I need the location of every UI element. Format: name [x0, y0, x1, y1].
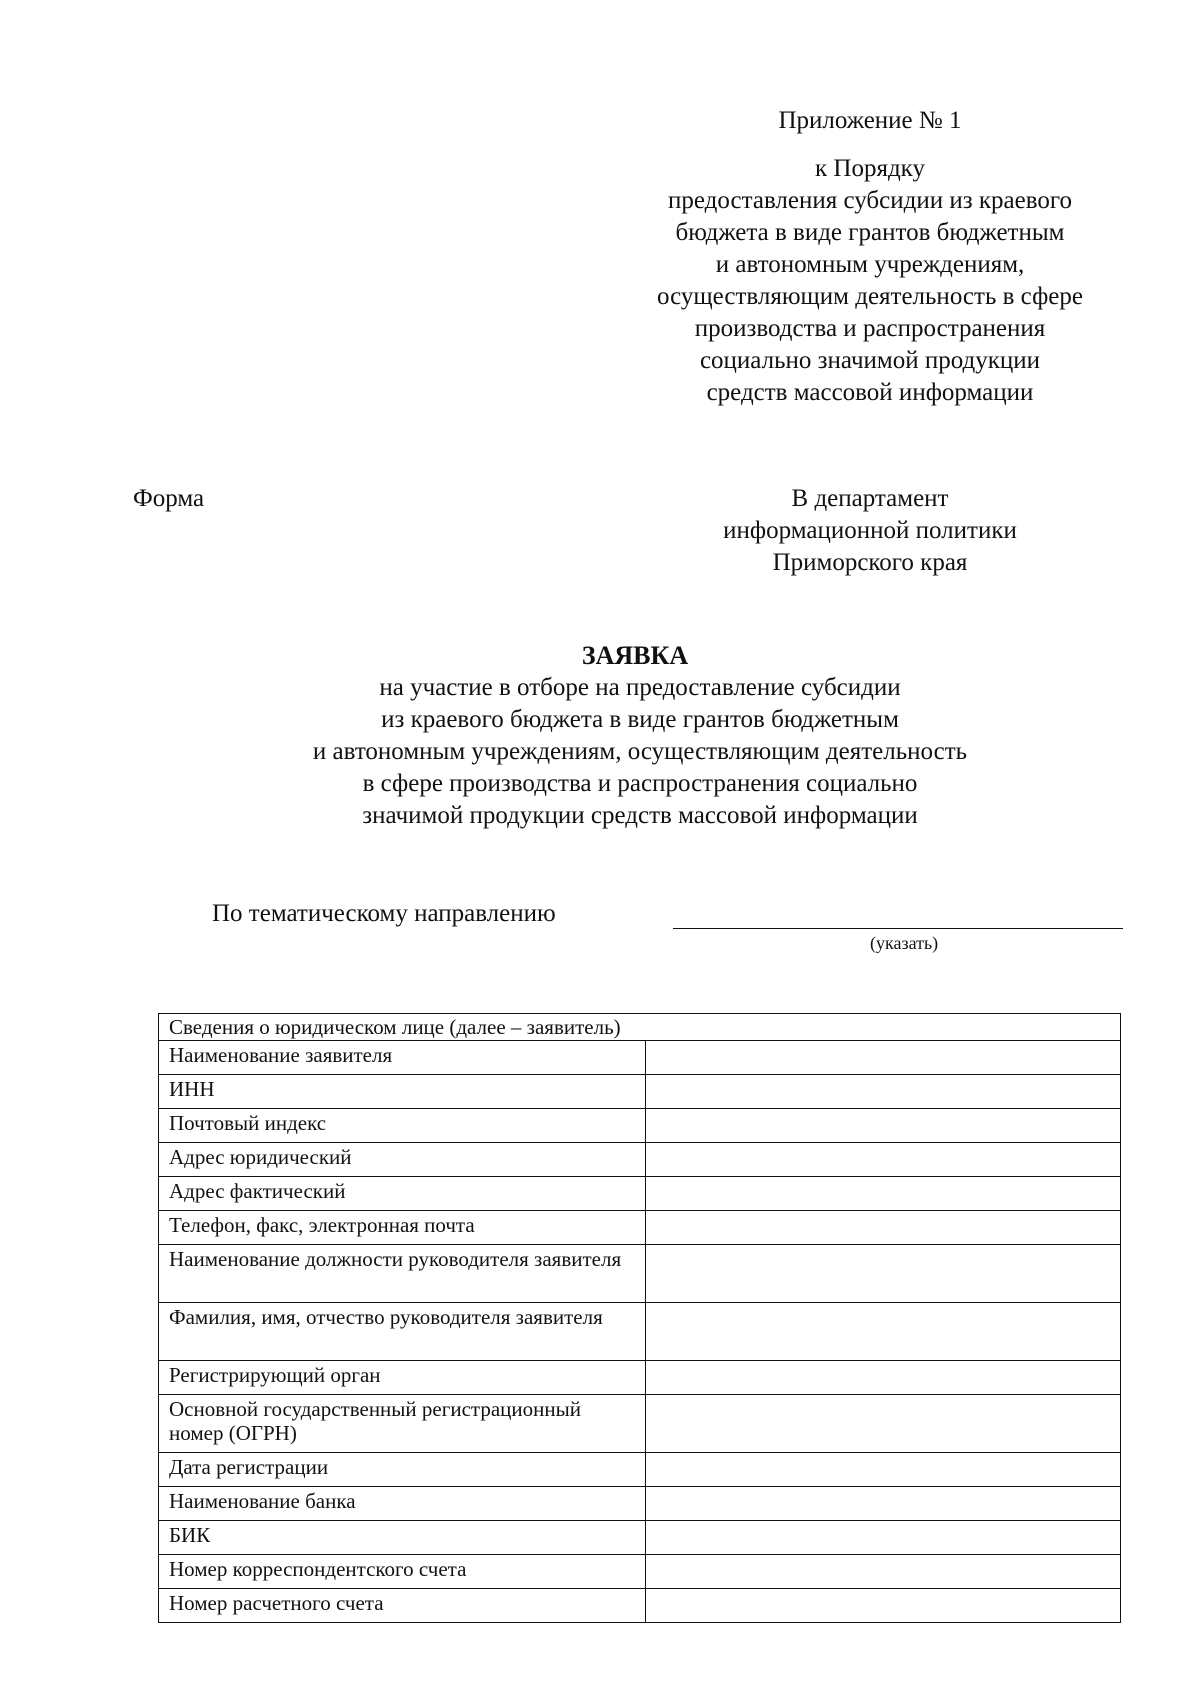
- row-value-cell[interactable]: [645, 1211, 1120, 1245]
- appendix-line: социально значимой продукции: [699, 347, 1041, 374]
- table-row: [159, 1075, 1121, 1109]
- row-label: Наименование заявителя: [159, 1041, 646, 1075]
- application-title: ЗАЯВКА: [581, 641, 689, 670]
- row-value-cell[interactable]: [645, 1041, 1120, 1075]
- table-row: [159, 1041, 1121, 1075]
- row-label: Наименование должности руководителя заявителя: [159, 1245, 646, 1303]
- applicant-info-table: [158, 1013, 1121, 1623]
- row-value-cell[interactable]: [645, 1361, 1120, 1395]
- row-label: Телефон, факс, электронная почта: [159, 1211, 646, 1245]
- table-row: [159, 1361, 1121, 1395]
- appendix-line: и автономным учреждениям,: [715, 251, 1025, 278]
- application-subtitle-line: в сфере производства и распространения социально: [362, 770, 918, 797]
- table-row: [159, 1395, 1121, 1453]
- recipient-line: Приморского края: [772, 549, 968, 576]
- appendix-title: Приложение № 1: [778, 107, 962, 134]
- row-label: Наименование банка: [159, 1487, 646, 1521]
- row-label: Номер расчетного счета: [159, 1589, 646, 1623]
- row-label: Номер корреспондентского счета: [159, 1555, 646, 1589]
- row-value-cell[interactable]: [645, 1143, 1120, 1177]
- table-row: [159, 1555, 1121, 1589]
- table-row: [159, 1109, 1121, 1143]
- table-row: [159, 1487, 1121, 1521]
- row-value-cell[interactable]: [645, 1245, 1120, 1303]
- recipient-block: [650, 483, 1090, 579]
- table-row: [159, 1177, 1121, 1211]
- row-value-cell[interactable]: [645, 1453, 1120, 1487]
- appendix-line: к Порядку: [815, 155, 925, 182]
- table-row: [159, 1303, 1121, 1361]
- appendix-line: производства и распространения: [694, 315, 1046, 342]
- application-subtitle: [150, 672, 1130, 832]
- row-value-cell[interactable]: [645, 1303, 1120, 1361]
- direction-hint: (указать): [870, 933, 939, 953]
- form-label: Форма: [133, 485, 205, 512]
- row-label: БИК: [159, 1521, 646, 1555]
- table-row: [159, 1143, 1121, 1177]
- table-row: [159, 1453, 1121, 1487]
- recipient-line: информационной политики: [723, 517, 1017, 544]
- table-header: Сведения о юридическом лице (далее – заявитель): [159, 1014, 1121, 1041]
- row-label: Адрес юридический: [159, 1143, 646, 1177]
- row-value-cell[interactable]: [645, 1395, 1120, 1453]
- appendix-line: осуществляющим деятельность в сфере: [657, 283, 1083, 310]
- row-value-cell[interactable]: [645, 1487, 1120, 1521]
- direction-fill-line[interactable]: [673, 928, 1123, 929]
- direction-label: По тематическому направлению: [212, 900, 556, 927]
- table-header-row: [159, 1014, 1121, 1041]
- row-value-cell[interactable]: [645, 1555, 1120, 1589]
- row-value-cell[interactable]: [645, 1075, 1120, 1109]
- appendix-line: предоставления субсидии из краевого: [668, 187, 1072, 214]
- row-label: Дата регистрации: [159, 1453, 646, 1487]
- table-row: [159, 1245, 1121, 1303]
- appendix-line: средств массовой информации: [706, 379, 1034, 406]
- table-row: [159, 1211, 1121, 1245]
- row-value-cell[interactable]: [645, 1589, 1120, 1623]
- row-value-cell[interactable]: [645, 1109, 1120, 1143]
- recipient-line: В департамент: [791, 485, 949, 512]
- appendix-line: бюджета в виде грантов бюджетным: [675, 219, 1065, 246]
- row-label: Почтовый индекс: [159, 1109, 646, 1143]
- row-value-cell[interactable]: [645, 1177, 1120, 1211]
- application-subtitle-line: из краевого бюджета в виде грантов бюджетным: [381, 706, 899, 733]
- row-label: Адрес фактический: [159, 1177, 646, 1211]
- table-row: [159, 1589, 1121, 1623]
- row-label: Регистрирующий орган: [159, 1361, 646, 1395]
- application-subtitle-line: значимой продукции средств массовой информации: [362, 802, 918, 829]
- row-value-cell[interactable]: [645, 1521, 1120, 1555]
- application-subtitle-line: и автономным учреждениям, осуществляющим деятельность: [312, 738, 968, 765]
- row-label: ИНН: [159, 1075, 646, 1109]
- row-label: Фамилия, имя, отчество руководителя заявителя: [159, 1303, 646, 1361]
- application-subtitle-line: на участие в отборе на предоставление субсидии: [379, 674, 901, 701]
- table-row: [159, 1521, 1121, 1555]
- appendix-block: [600, 105, 1140, 409]
- row-label: Основной государственный регистрационный номер (ОГРН): [159, 1395, 646, 1453]
